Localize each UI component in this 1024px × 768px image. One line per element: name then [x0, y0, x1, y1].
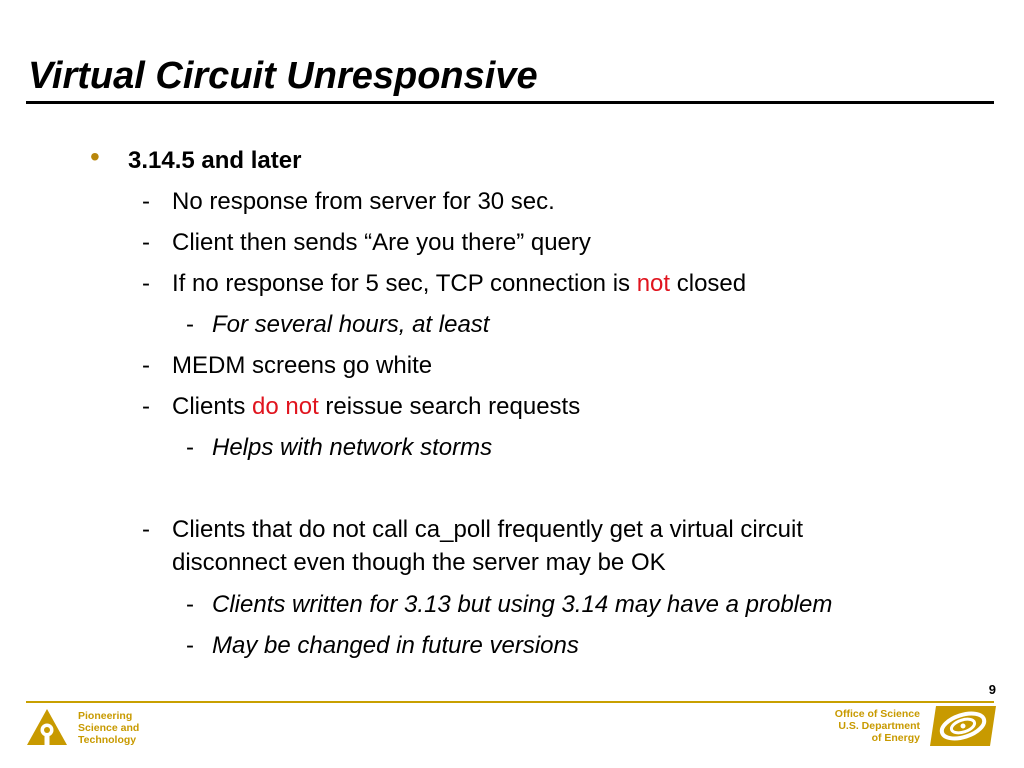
highlight-text: do not [252, 393, 319, 420]
sub-list-item: May be changed in future versions [212, 632, 579, 659]
footer-right-line: of Energy [871, 732, 920, 744]
doe-swirl-icon [930, 706, 996, 746]
dash-icon: - [142, 516, 150, 543]
dash-icon: - [186, 434, 194, 461]
bullet-icon: • [90, 141, 100, 172]
footer-left-line: Technology [78, 734, 137, 746]
footer-divider [26, 701, 994, 703]
footer-left-text [78, 710, 139, 746]
footer-right-text [800, 708, 920, 744]
sub-list-item: For several hours, at least [212, 311, 490, 338]
dash-icon: - [142, 188, 150, 215]
list-item: No response from server for 30 sec. [172, 188, 555, 215]
list-item: MEDM screens go white [172, 352, 433, 379]
page-number: 9 [988, 682, 996, 697]
sub-list-item: Helps with network storms [212, 434, 493, 461]
dash-icon: - [186, 591, 194, 618]
dash-icon: - [186, 311, 194, 338]
footer-left-line: Science and [78, 722, 140, 734]
list-item [172, 393, 580, 421]
slide-title: Virtual Circuit Unresponsive [28, 55, 538, 97]
sub-list-item: Clients written for 3.13 but using 3.14 may have a problem [212, 591, 833, 618]
dash-icon: - [142, 393, 150, 420]
highlight-text: not [636, 270, 671, 297]
dash-icon: - [142, 352, 150, 379]
list-item-line1: Clients that do not call ca_poll frequently get a virtual circuit [172, 516, 803, 543]
list-item-line2: disconnect even though the server may be OK [172, 549, 666, 576]
text-segment: Clients [172, 393, 253, 420]
list-item: Client then sends “Are you there” query [172, 229, 591, 256]
text-segment: If no response for 5 sec, TCP connection is [172, 270, 637, 297]
footer-right-line: Office of Science [834, 708, 920, 720]
dash-icon: - [142, 270, 150, 297]
text-segment: closed [670, 270, 747, 297]
argonne-triangle-icon [26, 708, 68, 746]
bullet-heading: 3.14.5 and later [128, 147, 302, 174]
footer-left-line: Pioneering [78, 710, 133, 722]
dash-icon: - [142, 229, 150, 256]
text-segment: reissue search requests [318, 393, 581, 420]
footer-right-line: U.S. Department [838, 720, 920, 732]
list-item [172, 270, 746, 298]
dash-icon: - [186, 632, 194, 659]
